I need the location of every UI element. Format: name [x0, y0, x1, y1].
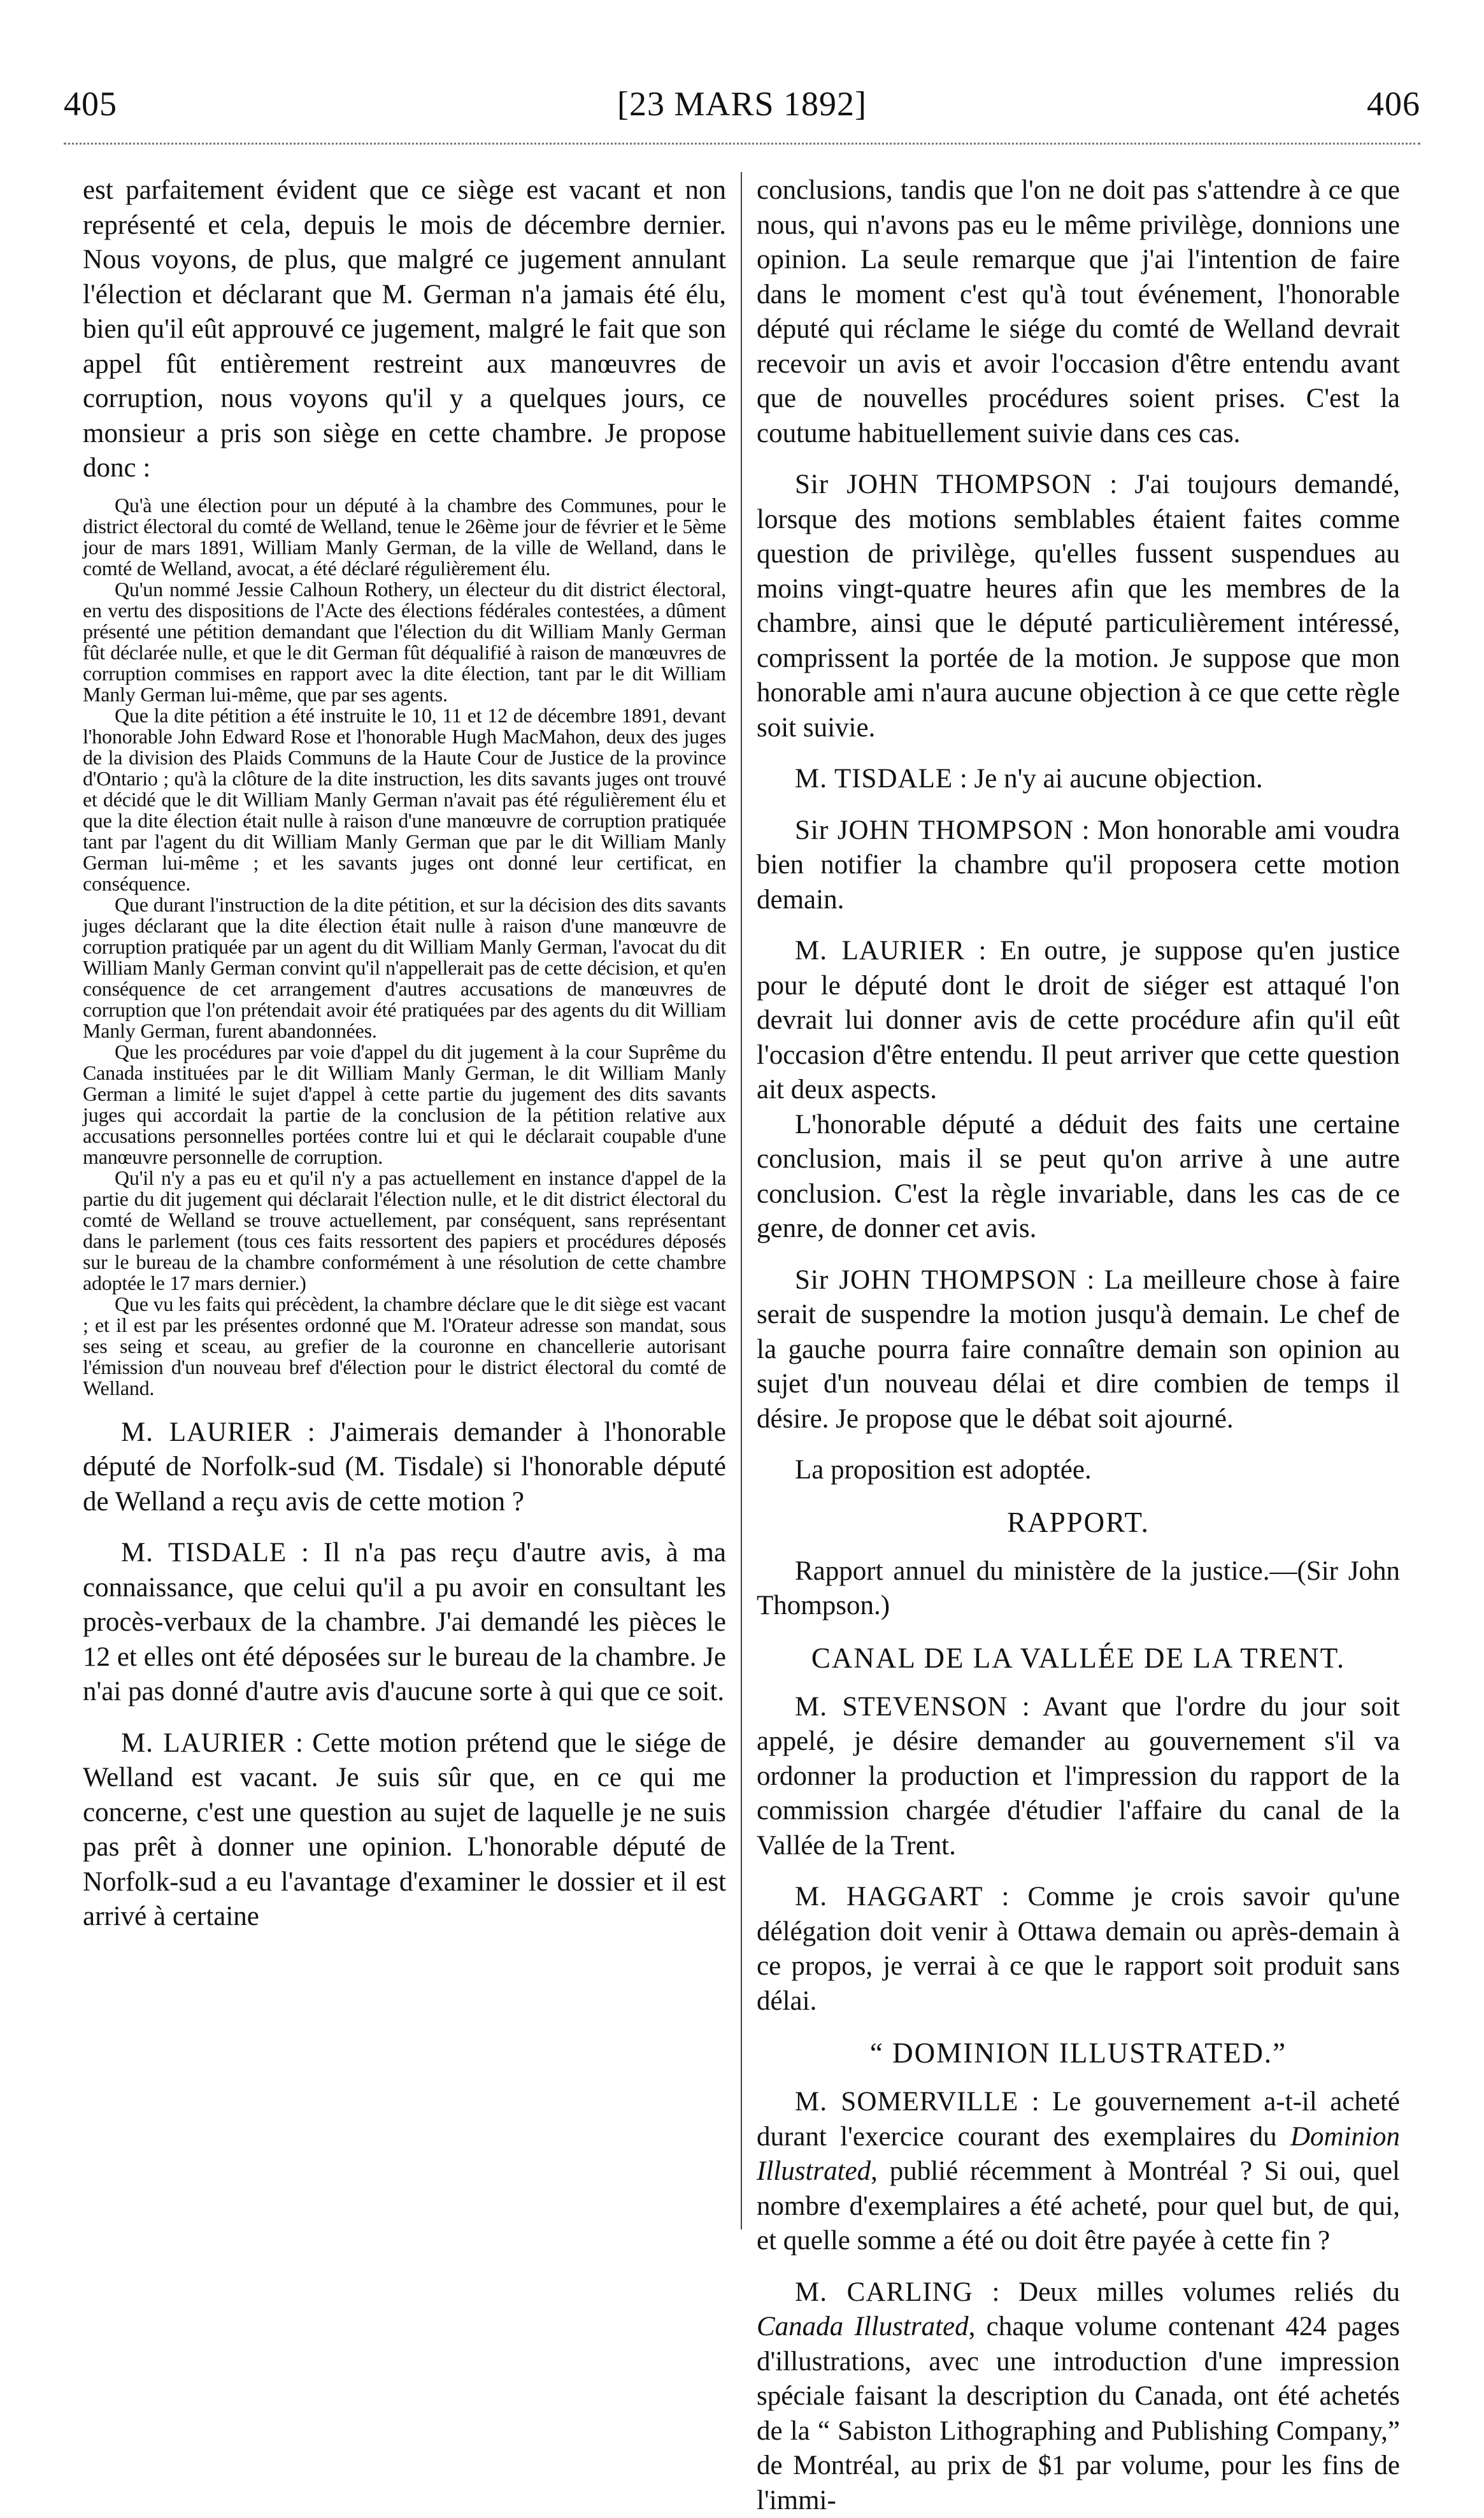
speech-text: : J'ai toujours demandé, lorsque des motions semblables étaient faites comme question de privilège, qu'elles fussent suspendues au moins vingt-quatre heures afin que les membres de la chambre, ainsi que le député particulièrement intéressé, comprissent la portée de la motion. Je suppose que mon honorable ami n'aura aucune objection à ce que cette règle soit suivie.: [757, 469, 1400, 743]
section-heading: RAPPORT.: [757, 1505, 1400, 1540]
speaker-name: M. LAURIER: [795, 936, 965, 966]
speech-paragraph: [757, 468, 1400, 745]
speaker-name: M. HAGGART: [795, 1882, 983, 1912]
paragraph: Rapport annuel du ministère de la justice.—(Sir John Thompson.): [757, 1554, 1400, 1624]
speaker-name: M. CARLING: [795, 2277, 973, 2307]
motion-clause: Qu'à une élection pour un député à la chambre des Communes, pour le district électoral du comté de Welland, tenue le 26ème jour de février et le 5ème jour de mars 1891, William Manly German, de la ville de Welland, dans le comté de Welland, avocat, a été déclaré régulièrement élu.: [83, 495, 726, 579]
speech-paragraph: [757, 1690, 1400, 1864]
speech-paragraph: [83, 1536, 726, 1710]
publication-title: Canada Illustrated: [757, 2312, 969, 2342]
speaker-name: M. TISDALE: [795, 764, 953, 794]
speech-text: : Avant que l'ordre du jour soit appelé, je désire demander au gouvernement s'il va ordonner la production et l'impression du rapport de la commission chargée d'étudier l'affaire du canal de la Vallée de la Trent.: [757, 1692, 1400, 1861]
motion-clause: Que vu les faits qui précèdent, la chambre déclare que le dit siège est vacant ; et il est par les présentes ordonné que M. l'Orateur adresse son mandat, sous ses seing et sceau, au grefier de la couronne en chancellerie autorisant l'émission d'un nouveau bref d'élection pour le district électoral du comté de Welland.: [83, 1294, 726, 1399]
column-divider: [741, 172, 742, 2229]
speech-text: : Le gouvernement a-t-il acheté durant l'exercice courant des exemplaires du: [757, 2087, 1400, 2152]
speech-paragraph: [757, 934, 1400, 1108]
speaker-name: M. STEVENSON: [795, 1692, 1008, 1722]
paragraph: L'honorable député a déduit des faits une certaine conclusion, mais il se peut qu'on arrive à une autre conclusion. C'est la règle invariable, dans les cas de ce genre, de donner cet avis.: [757, 1108, 1400, 1247]
speech-paragraph: [757, 1880, 1400, 2019]
motion-clause: Qu'il n'y a pas eu et qu'il n'y a pas actuellement en instance d'appel de la partie du dit jugement qui déclarait l'élection nulle, et le dit district électoral du comté de Welland se trouve actuellement, par conséquent, sans représentant dans le parlement (tous ces faits ressortent des papiers et procédures déposés sur le bureau de la chambre conformément à une résolution de cette chambre adoptée le 17 mars dernier.): [83, 1168, 726, 1294]
left-column: [83, 173, 726, 2234]
speech-text: : Mon honorable ami voudra bien notifier la chambre qu'il proposera cette motion demain.: [757, 815, 1400, 915]
motion-clause: Que les procédures par voie d'appel du dit jugement à la cour Suprême du Canada instituées par le dit William Manly German, le dit William Manly German a limité le sujet d'appel à cette partie du jugement des dits savants juges qui accordait la partie de la conclusion de la pétition relative aux accusations personnelles portées contre lui et qui le déclarait coupable d'une manœuvre personnelle de corruption.: [83, 1041, 726, 1168]
speech-paragraph: [757, 2275, 1400, 2518]
speaker-name: M. SOMERVILLE: [795, 2087, 1018, 2117]
speaker-name: Sir JOHN THOMPSON: [795, 1265, 1077, 1295]
speech-text: : Comme je crois savoir qu'une délégation doit venir à Ottawa demain ou après-demain à ce propos, je verrai à ce que le rapport soit produit sans délai.: [757, 1882, 1400, 2016]
header-date: [23 MARS 1892]: [64, 84, 1420, 124]
speech-text: : La meilleure chose à faire serait de suspendre la motion jusqu'à demain. Le chef de la gauche pourra faire connaître demain son opinion au sujet d'un nouveau délai et dire combien de temps il désire. Je propose que le débat soit ajourné.: [757, 1265, 1400, 1434]
speech-text: : Je n'y ai aucune objection.: [953, 764, 1263, 794]
page-header: [64, 84, 1420, 135]
paragraph: conclusions, tandis que l'on ne doit pas s'attendre à ce que nous, qui n'avons pas eu le même privilège, donnions une opinion. La seule remarque que j'ai l'intention de faire dans le moment c'est qu'à tout événement, l'honorable député qui réclame le siége du comté de Welland devrait recevoir un avis et avoir l'occasion d'être entendu avant que de nouvelles procédures soient prises. C'est la coutume habituellement suivie dans ces cas.: [757, 173, 1400, 451]
speech-text: : Il n'a pas reçu d'autre avis, à ma connaissance, que celui qu'il a pu avoir en consultant les procès-verbaux de la chambre. J'ai demandé les pièces le 12 et elles ont été déposées sur le bureau de la chambre. Je n'ai pas donné d'autre avis d'aucune sorte à qui que ce soit.: [83, 1538, 726, 1706]
header-rule: [64, 143, 1420, 145]
speech-paragraph: [757, 762, 1400, 797]
motion-text: [83, 495, 726, 1399]
speaker-name: M. LAURIER: [121, 1728, 287, 1758]
motion-clause: Qu'un nommé Jessie Calhoun Rothery, un électeur du dit district électoral, en vertu des dispositions de l'Acte des élections fédérales contestées, a dûment présenté une pétition demandant que l'élection du dit William Manly German fût déclarée nulle, et que le dit German fût déqualifié à raison de manœuvres de corruption commises en rapport avec la dite élection, tant par le dit William Manly German lui-même, que par ses agents.: [83, 579, 726, 705]
speaker-name: M. TISDALE: [121, 1538, 287, 1568]
paragraph: est parfaitement évident que ce siège est vacant et non représenté et cela, depuis le mois de décembre dernier. Nous voyons, de plus, que malgré ce jugement annulant l'élection et déclarant que M. German n'a jamais été élu, bien qu'il eût approuvé ce jugement, malgré le fait que son appel fût entièrement restreint aux manœuvres de corruption, nous voyons qu'il y a quelques jours, ce monsieur a pris son siège en cette chambre. Je propose donc :: [83, 173, 726, 486]
speaker-name: Sir JOHN THOMPSON: [795, 469, 1092, 499]
speech-text: : Deux milles volumes reliés du: [973, 2277, 1400, 2307]
paragraph: La proposition est adoptée.: [757, 1453, 1400, 1488]
speech-paragraph: [757, 2085, 1400, 2259]
speech-text: : En outre, je suppose qu'en justice pour le député dont le droit de siéger est attaqué l'on devrait lui donner avis de cette procédure afin qu'il eût l'occasion d'être entendu. Il peut arriver que cette question ait deux aspects.: [757, 936, 1400, 1105]
speech-paragraph: [757, 813, 1400, 918]
motion-clause: Que la dite pétition a été instruite le 10, 11 et 12 de décembre 1891, devant l'honorable John Edward Rose et l'honorable Hugh MacMahon, deux des juges de la division des Plaids Communs de la Haute Cour de Justice de la province d'Ontario ; qu'à la clôture de la dite instruction, les dits savants juges ont trouvé et décidé que le dit William Manly German n'avait pas été régulièrement élu et que la dite élection était nulle à raison d'une manœuvre de corruption pratiquée tant par l'agent du dit William Manly German que par le dit William Manly German lui-même ; et les savants juges ont donné leur certificat, en conséquence.: [83, 705, 726, 894]
speech-text: : Cette motion prétend que le siége de Welland est vacant. Je suis sûr que, en ce qui me concerne, c'est une question au sujet de laquelle je ne suis pas prêt à donner une opinion. L'honorable député de Norfolk-sud a eu l'avantage d'examiner le dossier et il est arrivé à certaine: [83, 1728, 726, 1932]
speaker-name: M. LAURIER: [121, 1417, 292, 1447]
speech-text: , publié récemment à Montréal ? Si oui, quel nombre d'exemplaires a été acheté, pour quel but, de qui, et quelle somme a été ou doit être payée à cette fin ?: [757, 2156, 1400, 2256]
speaker-name: Sir JOHN THOMPSON: [795, 815, 1074, 845]
speech-text: , chaque volume contenant 424 pages d'illustrations, avec une introduction d'une impression spéciale faisant la description du Canada, ont été achetés de la “ Sabiston Lithographing and Publishing Company,” de Montréal, au prix de $1 par volume, pour les fins de l'immi-: [757, 2312, 1400, 2515]
section-heading: CANAL DE LA VALLÉE DE LA TRENT.: [757, 1640, 1400, 1676]
page-number-left: 405: [64, 84, 117, 124]
speech-text: : J'aimerais demander à l'honorable député de Norfolk-sud (M. Tisdale) si l'honorable député de Welland a reçu avis de cette motion ?: [83, 1417, 726, 1517]
speech-paragraph: [83, 1726, 726, 1935]
publication-title: Dominion Illustrated: [757, 2122, 1400, 2187]
speech-paragraph: [83, 1415, 726, 1520]
motion-clause: Que durant l'instruction de la dite pétition, et sur la décision des dits savants juges déclarant que la dite élection était nulle à raison d'une manœuvre de corruption pratiquée par un agent du dit William Manly German, l'avocat du dit William Manly German convint qu'il n'appellerait pas de cette décision, et qu'en conséquence de cet arrangement d'autres accusations de manœuvres de corruption que l'on prétendait avoir été pratiquées par des agents du dit William Manly German, furent abandonnées.: [83, 894, 726, 1041]
right-column: [757, 173, 1400, 2234]
page-number-right: 406: [1367, 84, 1420, 124]
speech-paragraph: [757, 1263, 1400, 1437]
section-heading: “ DOMINION ILLUSTRATED.”: [757, 2035, 1400, 2071]
